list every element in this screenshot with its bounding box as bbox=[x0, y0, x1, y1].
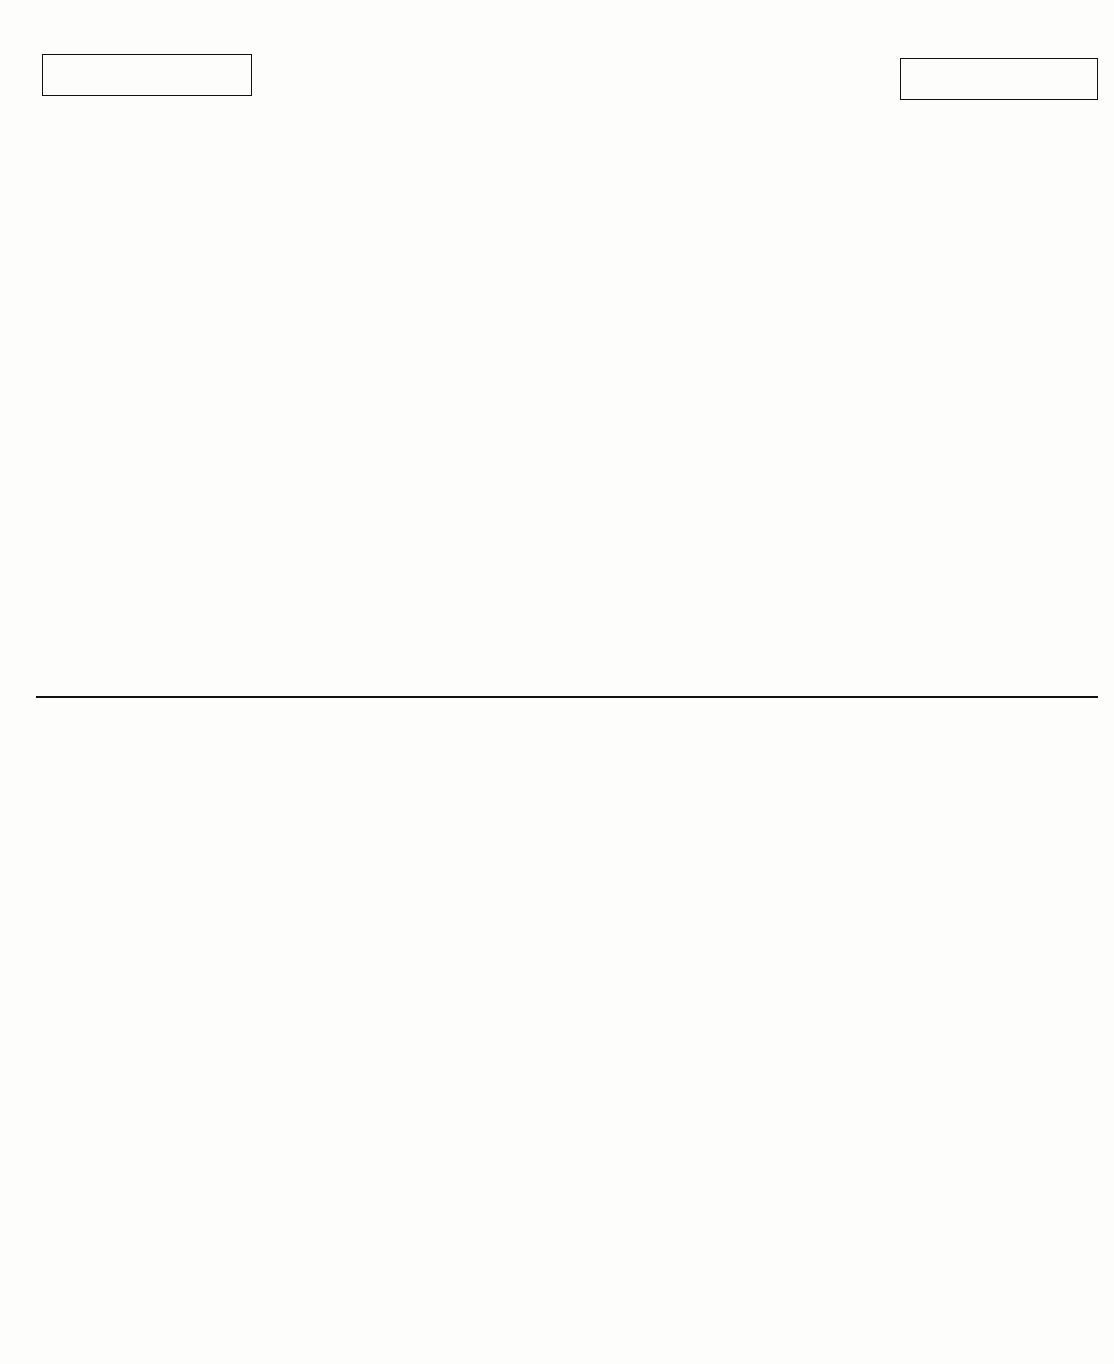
weather-note-box bbox=[900, 58, 1098, 100]
section-divider bbox=[36, 696, 1098, 698]
news-note-box bbox=[42, 54, 252, 96]
